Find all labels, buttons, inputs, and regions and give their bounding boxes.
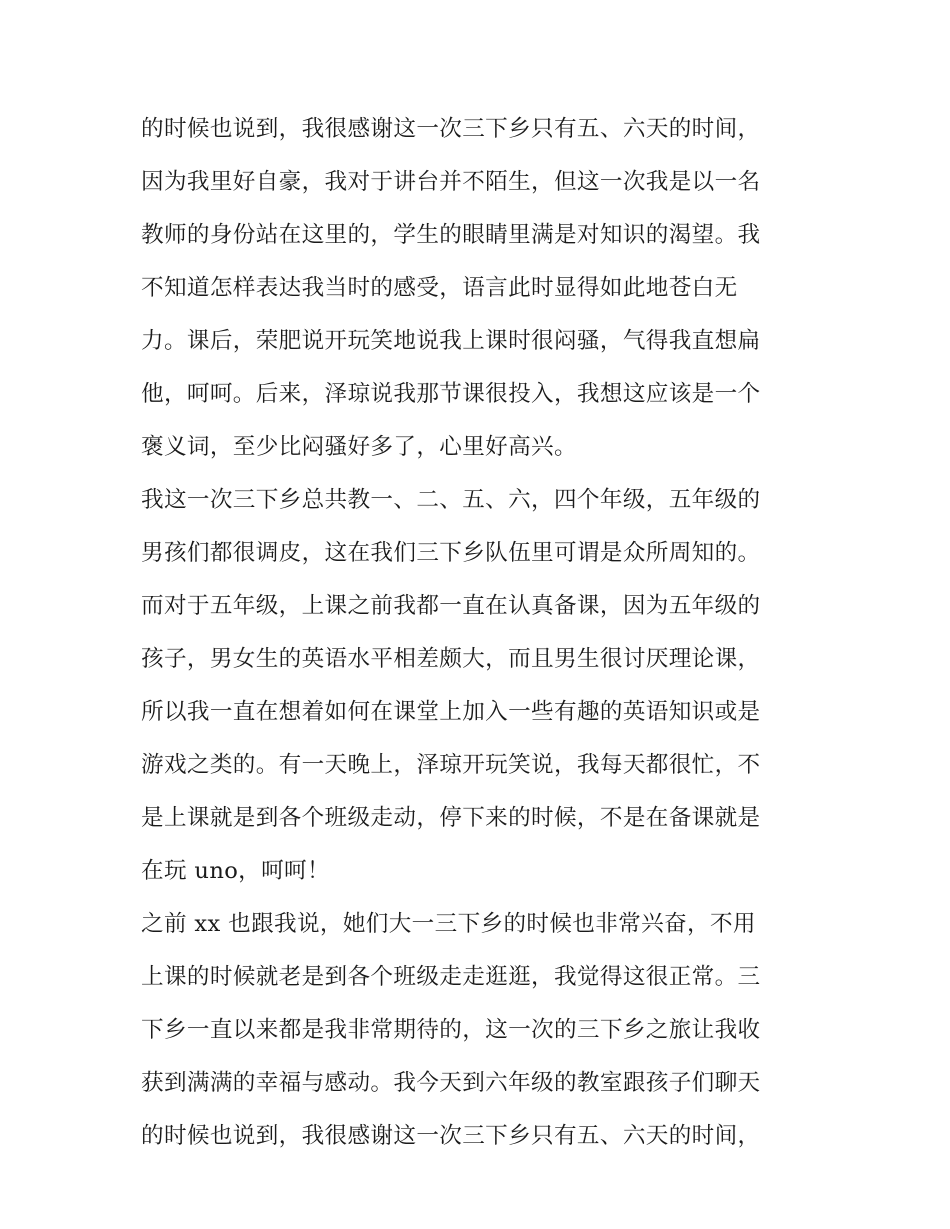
text-line: 是上课就是到各个班级走动，停下来的时候，不是在备课就是	[141, 805, 761, 831]
text-line: 的时候也说到，我很感谢这一次三下乡只有五、六天的时间，	[141, 1123, 761, 1149]
text-line: 在玩 uno，呵呵！	[141, 858, 330, 884]
text-line: 不知道怎样表达我当时的感受，语言此时显得如此地苍白无	[141, 275, 738, 301]
text-line: 所以我一直在想着如何在课堂上加入一些有趣的英语知识或是	[141, 699, 761, 725]
text-line: 上课的时候就老是到各个班级走走逛逛，我觉得这很正常。三	[141, 964, 761, 990]
text-line: 之前 xx 也跟我说，她们大一三下乡的时候也非常兴奋，不用	[141, 911, 756, 937]
text-line: 孩子，男女生的英语水平相差颇大，而且男生很讨厌理论课，	[141, 646, 761, 672]
text-line: 而对于五年级，上课之前我都一直在认真备课，因为五年级的	[141, 593, 761, 619]
text-line: 教师的身份站在这里的，学生的眼睛里满是对知识的渴望。我	[141, 222, 761, 248]
text-line: 因为我里好自豪，我对于讲台并不陌生，但这一次我是以一名	[141, 169, 761, 195]
text-line: 他，呵呵。后来，泽琼说我那节课很投入，我想这应该是一个	[141, 381, 761, 407]
text-line: 游戏之类的。有一天晚上，泽琼开玩笑说，我每天都很忙，不	[141, 752, 761, 778]
text-line: 我这一次三下乡总共教一、二、五、六，四个年级，五年级的	[141, 487, 761, 513]
text-line: 下乡一直以来都是我非常期待的，这一次的三下乡之旅让我收	[141, 1017, 761, 1043]
text-line: 男孩们都很调皮，这在我们三下乡队伍里可谓是众所周知的。	[141, 540, 761, 566]
text-line: 获到满满的幸福与感动。我今天到六年级的教室跟孩子们聊天	[141, 1070, 761, 1096]
text-line: 力。课后，荣肥说开玩笑地说我上课时很闷骚，气得我直想扁	[141, 328, 761, 354]
text-line: 褒义词，至少比闷骚好多了，心里好高兴。	[141, 434, 577, 460]
text-line: 的时候也说到，我很感谢这一次三下乡只有五、六天的时间，	[141, 116, 761, 142]
